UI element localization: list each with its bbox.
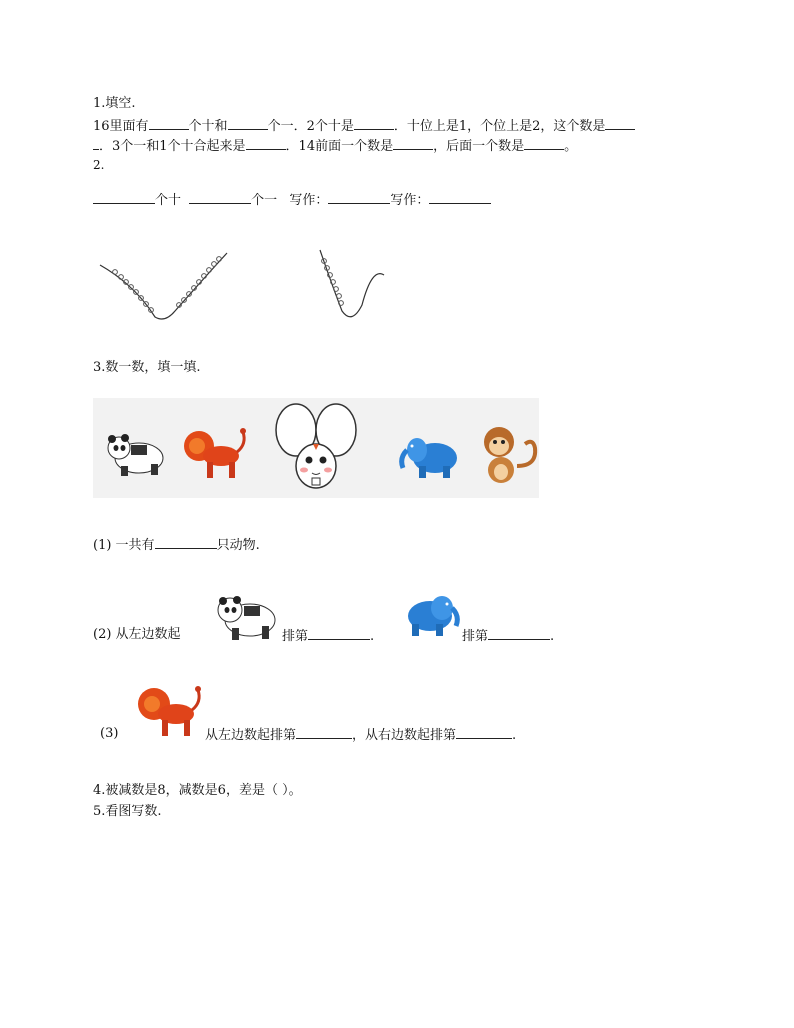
answer-blank[interactable] [228,117,268,130]
q3-sub3-c: ，从右边数起排第 [352,728,457,743]
q5-title: 5.看图写数. [93,804,162,819]
q3-sub2-b: 排第 [282,629,309,644]
q2-ones: 个一 [251,193,278,208]
bead-string-right [312,245,392,325]
panda-icon [216,592,278,644]
panda-icon [105,428,167,480]
monkey-icon [479,422,541,488]
q2-row [93,191,491,209]
q2-write1: 写作： [289,193,329,208]
answer-blank[interactable] [393,137,433,150]
lion-icon [181,424,251,482]
bead-string-left [95,245,235,325]
q3-sub1 [93,536,260,554]
q2-title: 2. [93,158,105,172]
answer-blank[interactable] [296,726,352,739]
q3-sub2-c: . [370,629,375,644]
q3-sub3 [205,726,516,744]
q3-sub3-a: (3) [100,726,119,741]
answer-blank[interactable] [354,117,394,130]
answer-blank[interactable] [429,191,491,204]
q3-sub3-d: . [512,728,517,743]
answer-blank[interactable] [308,627,370,640]
answer-blank[interactable] [488,627,550,640]
q3-sub2-a: (2) 从左边数起 [93,627,181,642]
q2-write2: 写作： [390,193,430,208]
q1-text-h: 。 [564,139,578,154]
q3-sub2-d: 排第 [462,629,489,644]
q3-sub3-b: 从左边数起排第 [205,728,297,743]
answer-blank[interactable] [328,191,390,204]
q1-text-d: ．十位上是1，个位上是2，这个数是 [393,119,606,134]
q1-title: 1.填空. [93,96,136,111]
q3-sub1-a: (1) 一共有 [93,538,155,553]
rabbit-icon [271,400,361,498]
q3-sub1-b: 只动物. [216,538,260,553]
answer-blank[interactable] [155,536,217,549]
q3-title: 3.数一数，填一填. [93,360,201,375]
elephant-icon [394,592,462,638]
q1-text-c: 个一．2个十是 [267,119,354,134]
q1-text-g: ，后面一个数是 [433,139,525,154]
answer-blank[interactable] [149,117,189,130]
answer-blank[interactable] [246,137,286,150]
answer-blank[interactable] [189,191,251,204]
q1-line2 [93,137,577,155]
answer-blank[interactable] [524,137,564,150]
q1-text-f: ．14前面一个数是 [285,139,394,154]
answer-blank[interactable] [456,726,512,739]
answer-blank[interactable] [93,191,155,204]
q2-tens: 个十 [155,193,182,208]
q3-sub2-rank2 [462,627,554,645]
q1-text-a: 16里面有 [93,119,149,134]
q1-line1 [93,117,635,135]
animal-strip [93,398,539,498]
lion-icon [134,682,204,740]
q1-text-b: 个十和 [188,119,228,134]
q3-sub2-e: . [550,629,555,644]
q3-sub2-rank1 [282,627,374,645]
elephant-icon [397,432,467,482]
q1-text-e: ．3个一和1个十合起来是 [99,139,246,154]
q4-text: 4.被减数是8，减数是6，差是（ ）。 [93,783,302,798]
answer-blank[interactable] [605,117,635,130]
